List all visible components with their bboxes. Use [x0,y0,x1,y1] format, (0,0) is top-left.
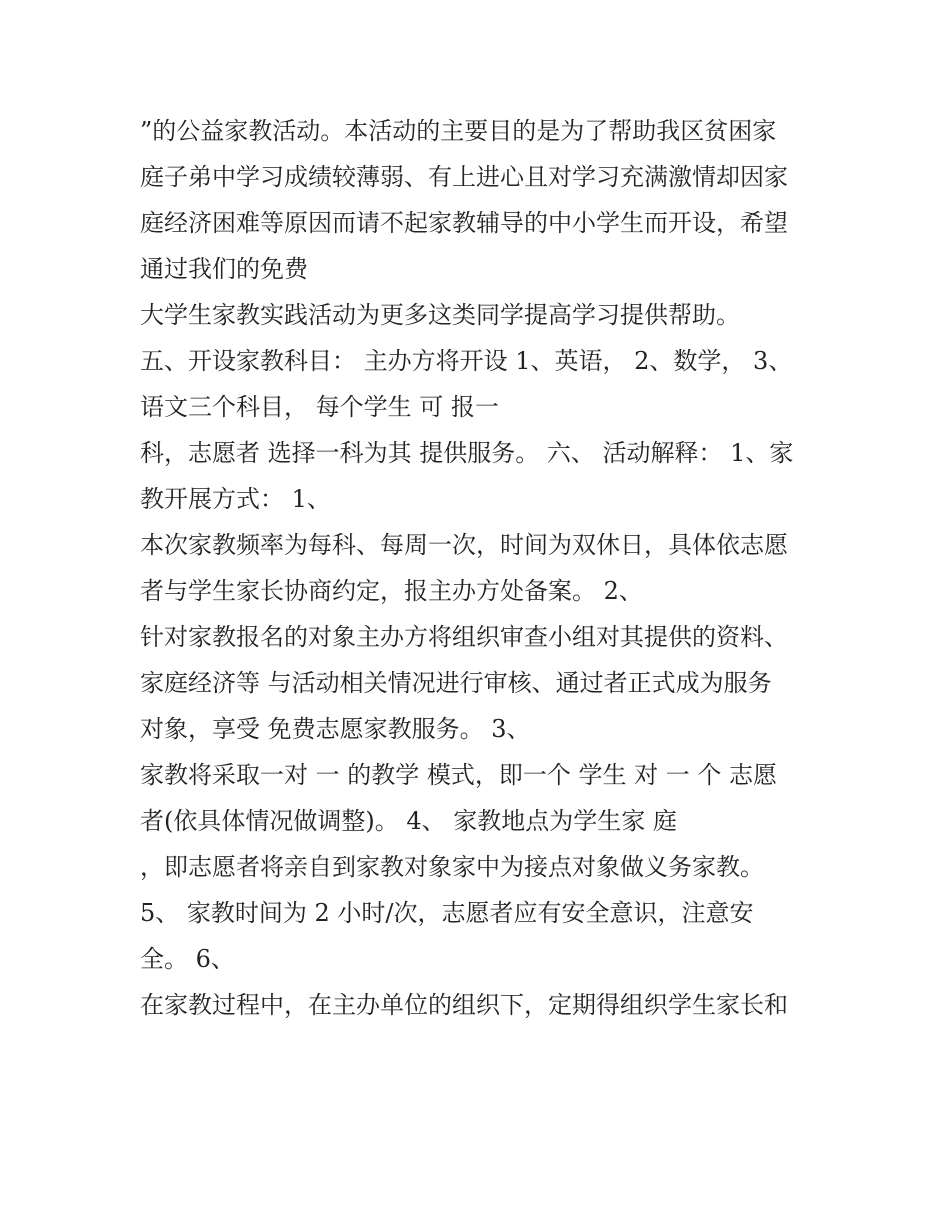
text-line: 科，志愿者 选择一科为其 提供服务。 六、 活动解释： 1、家 [140,439,794,467]
text-line: 通过我们的免费 [140,255,308,283]
text-line: 家教将采取一对 一 的教学 模式，即一个 学生 对 一 个 志愿 [140,761,778,789]
text-line: ，即志愿者将亲自到家教对象家中为接点对象做义务家教。 [140,853,764,881]
text-line: 在家教过程中，在主办单位的组织下，定期得组织学生家长和 [140,991,788,1019]
text-line: 庭经济困难等原因而请不起家教辅导的中小学生而开设，希望 [140,209,788,237]
text-line: ”的公益家教活动。本活动的主要目的是为了帮助我区贫困家 [140,117,777,145]
text-line: 大学生家教实践活动为更多这类同学提高学习提供帮助。 [140,301,740,329]
text-line: 对象，享受 免费志愿家教服务。 3、 [140,715,531,743]
text-line: 五、开设家教科目： 主办方将开设 1、英语， 2、数学， 3、 [140,347,793,375]
text-line: 者(依具体情况做调整)。 4、 家教地点为学生家 庭 [140,807,677,835]
body-text [140,108,830,1028]
text-line: 全。 6、 [140,945,235,973]
text-line: 针对家教报名的对象主办方将组织审查小组对其提供的资料、 [140,623,788,651]
text-line: 庭子弟中学习成绩较薄弱、有上进心且对学习充满激情却因家 [140,163,788,191]
text-line: 5、 家教时间为 2 小时/次，志愿者应有安全意识，注意安 [140,899,754,927]
text-line: 本次家教频率为每科、每周一次，时间为双休日，具体依志愿 [140,531,788,559]
text-line: 家庭经济等 与活动相关情况进行审核、通过者正式成为服务 [140,669,772,697]
text-line: 者与学生家长协商约定，报主办方处备案。 2、 [140,577,643,605]
text-line: 教开展方式： 1、 [140,485,331,513]
text-line: 语文三个科目， 每个学生 可 报一 [140,393,499,421]
